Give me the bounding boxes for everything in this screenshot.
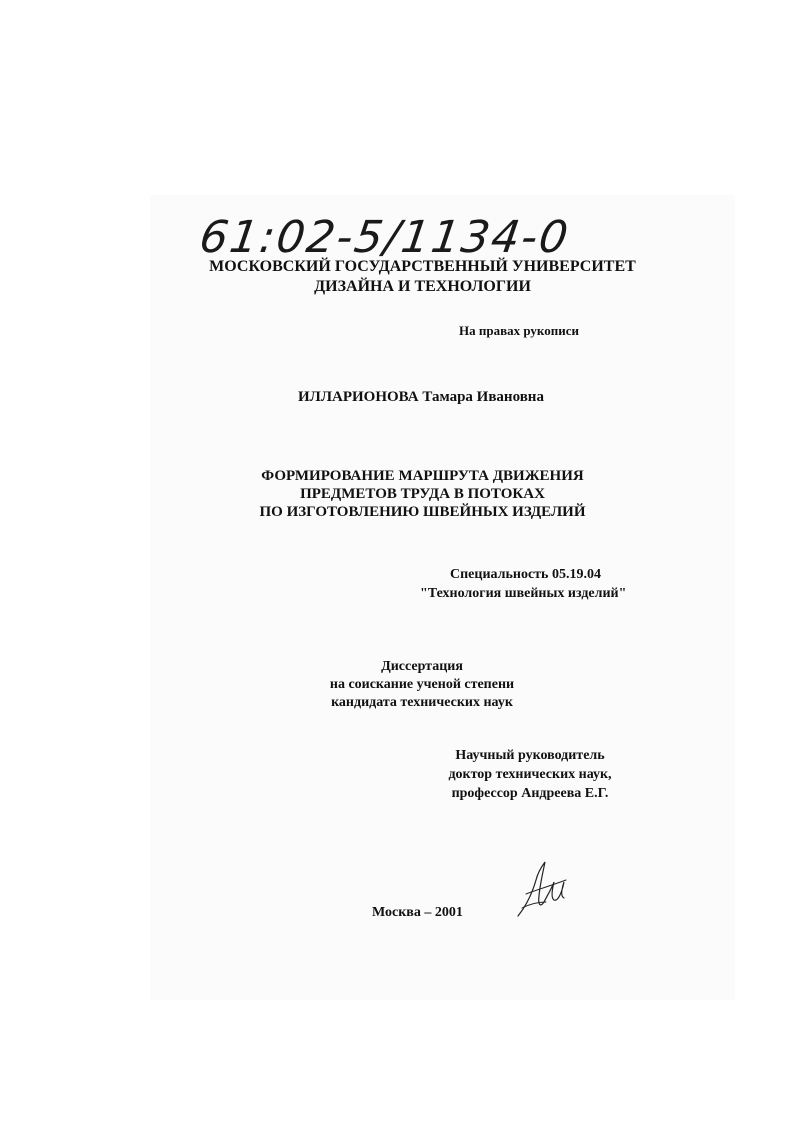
handwritten-archive-code: 61:02-5/1134-0 [196, 212, 573, 263]
supervisor-line-2: доктор технических наук, [448, 767, 612, 782]
title-line-1: ФОРМИРОВАНИЕ МАРШРУТА ДВИЖЕНИЯ [261, 468, 584, 484]
university-name [160, 257, 685, 297]
degree-line-3: кандидата технических наук [331, 695, 513, 710]
author-name: ИЛЛАРИОНОВА Тамара Ивановна [298, 389, 544, 405]
supervisor-line-3: профессор Андреева Е.Г. [451, 786, 609, 801]
degree-line-1: Диссертация [381, 659, 463, 674]
supervisor-block [430, 746, 630, 803]
university-name-line-2: ДИЗАЙНА И ТЕХНОЛОГИИ [314, 278, 531, 295]
handwritten-signature [512, 858, 572, 922]
degree-line-2: на соискание ученой степени [329, 677, 515, 692]
supervisor-line-1: Научный руководитель [455, 748, 605, 763]
title-line-2: ПРЕДМЕТОВ ТРУДА В ПОТОКАХ [300, 486, 545, 502]
specialty-code: Специальность 05.19.04 [450, 567, 601, 582]
specialty-block [420, 565, 635, 603]
university-name-line-1: МОСКОВСКИЙ ГОСУДАРСТВЕННЫЙ УНИВЕРСИТЕТ [209, 258, 636, 275]
degree-block [302, 658, 542, 712]
manuscript-notice: На правах рукописи [459, 323, 579, 338]
title-line-3: ПО ИЗГОТОВЛЕНИЮ ШВЕЙНЫХ ИЗДЕЛИЙ [259, 504, 586, 520]
city-year: Москва – 2001 [372, 905, 463, 920]
specialty-name: "Технология швейных изделий" [420, 586, 627, 601]
dissertation-title [190, 467, 655, 521]
